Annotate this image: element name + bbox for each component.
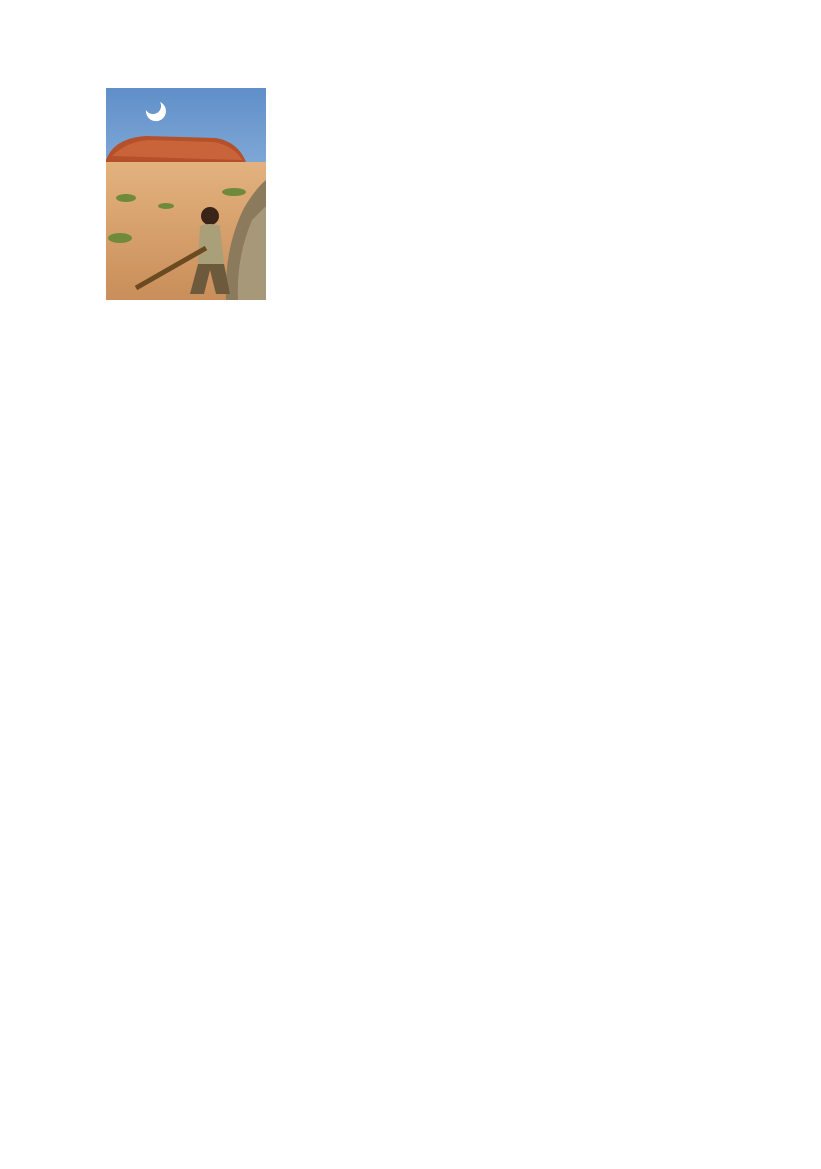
article-body <box>88 80 743 312</box>
top-border <box>30 38 798 62</box>
left-border <box>28 80 84 1080</box>
right-border <box>748 80 804 1080</box>
bottom-border <box>30 1098 798 1122</box>
watermark <box>60 380 820 820</box>
